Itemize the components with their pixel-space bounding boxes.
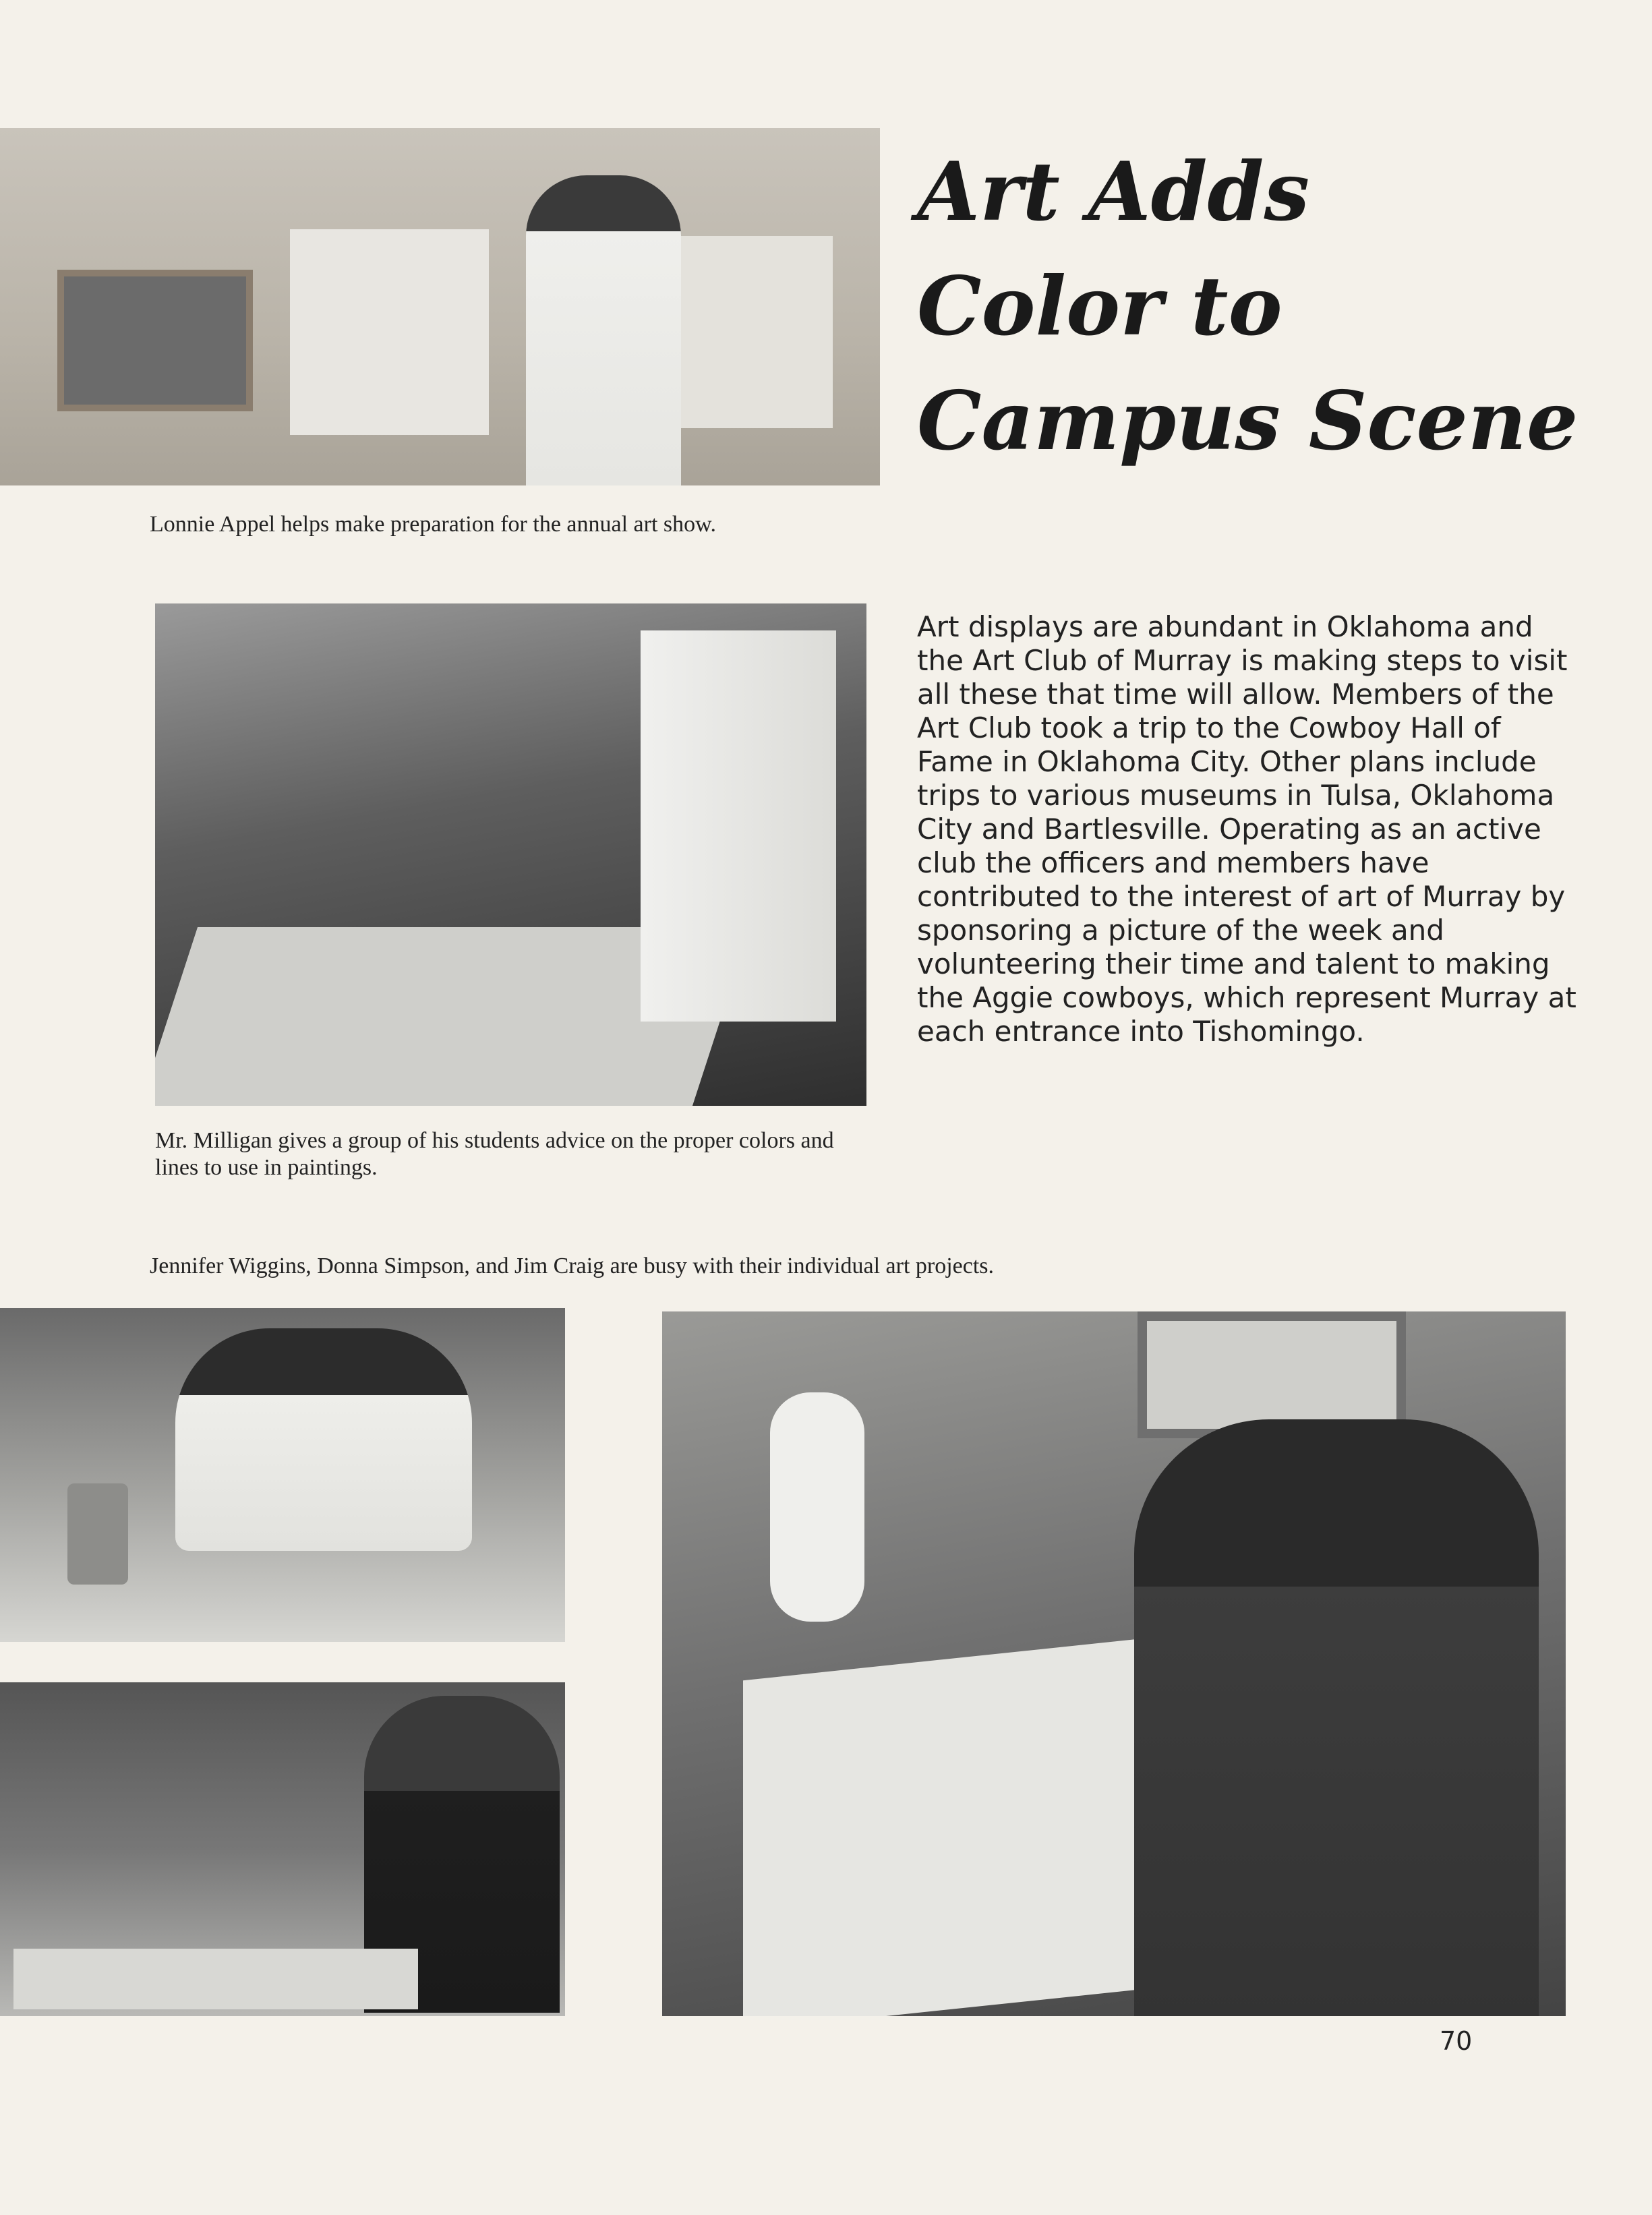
- student-figure-image: [175, 1328, 472, 1551]
- article-body: Art displays are abundant in Oklahoma and the Art Club of Murray is making steps to visit all these that time will allow. Members of the Art Club took a trip to the Cowboy Hall of Fame in Oklahoma City. Other plans include trips to various museums in Tulsa, Oklahoma City and Bartlesville. Operating as an active club the officers and members have contributed to the interest of art of Murray by sponsoring a picture of the week and volunteering their time and talent to making the Aggie cowboys, which represent Murray at each entrance into Tishomingo.: [917, 610, 1576, 1048]
- caption-milligan: Mr. Milligan gives a group of his students advice on the proper colors and lines to use in paintings.: [155, 1128, 834, 1180]
- ship-drawing-image: [290, 229, 489, 435]
- page-title: [917, 135, 1591, 479]
- caption-projects: Jennifer Wiggins, Donna Simpson, and Jim Craig are busy with their individual art projects.: [150, 1253, 995, 1278]
- title-line-1: Art Adds: [917, 144, 1310, 239]
- photo-art-show: [0, 128, 880, 485]
- lamp-image: [770, 1392, 864, 1622]
- student-figure-image: [1134, 1419, 1539, 2016]
- photo-donna-simpson: [0, 1682, 565, 2016]
- page-number: 70: [1440, 2026, 1473, 2056]
- man-figure-image: [526, 175, 681, 485]
- paint-jar-image: [67, 1483, 128, 1585]
- photo-jennifer-wiggins: [0, 1308, 565, 1642]
- caption-art-show: Lonnie Appel helps make preparation for the annual art show.: [150, 512, 716, 537]
- teacher-figure-image: [641, 630, 836, 1022]
- title-line-2: Color to: [917, 259, 1282, 354]
- framed-painting-image: [57, 270, 253, 411]
- photo-milligan-students: [155, 603, 866, 1106]
- title-line-3: Campus Scene: [917, 374, 1579, 469]
- photo-jim-craig: [662, 1311, 1566, 2016]
- board-image: [13, 1949, 418, 2009]
